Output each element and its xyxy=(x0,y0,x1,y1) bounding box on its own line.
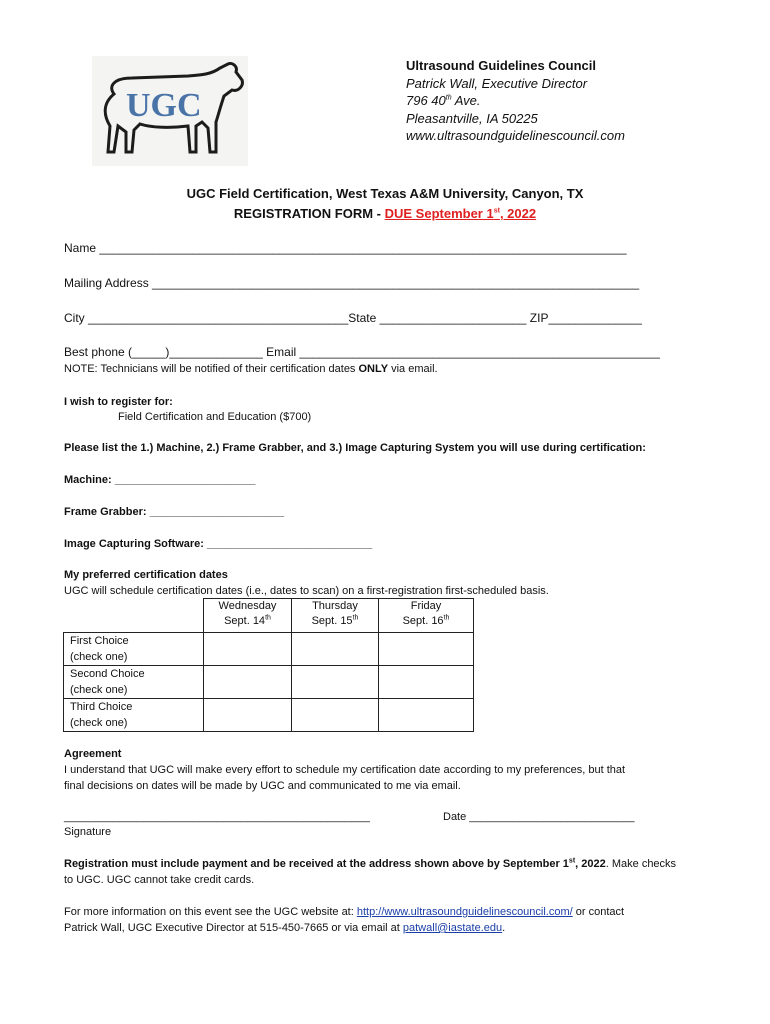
city-line: Pleasantville, IA 50225 xyxy=(406,110,538,126)
org-name: Ultrasound Guidelines Council xyxy=(406,58,596,73)
machine-field[interactable]: Machine: _______________________ xyxy=(64,474,256,486)
form-title: UGC Field Certification, West Texas A&M University, Canyon, TX xyxy=(186,186,584,201)
email-note: NOTE: Technicians will be notified of their certification dates ONLY via email. xyxy=(64,363,438,375)
director: Patrick Wall, Executive Director xyxy=(406,75,588,91)
equipment-prompt: Please list the 1.) Machine, 2.) Frame Grabber, and 3.) Image Capturing System you will use during certification: xyxy=(64,442,646,454)
logo-text: UGC xyxy=(126,87,202,124)
name-field[interactable]: Name _______________________________________________________________________________ xyxy=(64,241,627,255)
email-link[interactable]: patwall@iastate.edu xyxy=(402,922,503,934)
website-link[interactable]: http://www.ultrasoundguidelinescouncil.com/ xyxy=(356,906,573,918)
row-label: Second Choice (check one) xyxy=(64,666,204,699)
software-field[interactable]: Image Capturing Software: ___________________________ xyxy=(64,538,373,550)
mailing-address-field[interactable]: Mailing Address _________________________________________________________________________ xyxy=(64,276,640,290)
ugc-cow-logo xyxy=(92,56,248,166)
info-line2: Patrick Wall, UGC Executive Director at 515-450-7665 or via email at patwall@iastate.edu. xyxy=(64,922,506,934)
choice-checkbox-cell[interactable] xyxy=(379,666,474,699)
street-address: 796 40th Ave. xyxy=(406,93,481,108)
city-state-zip-field[interactable]: City _______________________________________State ______________________ ZIP______________ xyxy=(64,311,642,325)
table-row xyxy=(64,666,474,699)
column-header: Friday Sept. 16th xyxy=(379,599,474,633)
payment-notice-line1: Registration must include payment and be received at the address shown above by September 1st, 2022. Make checks xyxy=(64,857,677,870)
register-heading: I wish to register for: xyxy=(64,396,173,408)
column-header: Wednesday Sept. 14th xyxy=(204,599,292,633)
choice-checkbox-cell[interactable] xyxy=(204,633,292,666)
dates-description: UGC will schedule certification dates (i.e., dates to scan) on a first-registration first-scheduled basis. xyxy=(64,585,549,597)
choice-checkbox-cell[interactable] xyxy=(204,699,292,732)
agreement-text-line1: I understand that UGC will make every effort to schedule my certification date according to my preferences, but that xyxy=(64,764,626,776)
date-line[interactable]: Date ___________________________ xyxy=(443,811,635,823)
choice-checkbox-cell[interactable] xyxy=(292,699,379,732)
website: www.ultrasoundguidelinescouncil.com xyxy=(406,128,625,143)
agreement-heading: Agreement xyxy=(64,748,122,760)
agreement-text-line2: final decisions on dates will be made by UGC and communicated to me via email. xyxy=(64,780,461,792)
column-header: Thursday Sept. 15th xyxy=(292,599,379,633)
table-corner xyxy=(64,599,204,633)
choice-checkbox-cell[interactable] xyxy=(379,633,474,666)
frame-grabber-field[interactable]: Frame Grabber: ______________________ xyxy=(64,506,285,518)
row-label: First Choice (check one) xyxy=(64,633,204,666)
signature-line[interactable]: __________________________________________________ xyxy=(64,811,370,823)
table-header-row xyxy=(64,599,474,633)
phone-email-field[interactable]: Best phone (_____)______________ Email ______________________________________________________ xyxy=(64,345,660,359)
choice-checkbox-cell[interactable] xyxy=(379,699,474,732)
info-line1: For more information on this event see the UGC website at: http://www.ultrasoundguidelinescouncil.com/ or contact xyxy=(64,906,625,918)
form-subtitle: REGISTRATION FORM - DUE September 1st, 2022 xyxy=(233,206,537,221)
dates-heading: My preferred certification dates xyxy=(64,569,228,581)
date-preference-table xyxy=(63,598,474,732)
payment-notice-line2: to UGC. UGC cannot take credit cards. xyxy=(64,874,255,886)
table-row xyxy=(64,699,474,732)
table-row xyxy=(64,633,474,666)
row-label: Third Choice (check one) xyxy=(64,699,204,732)
choice-checkbox-cell[interactable] xyxy=(292,633,379,666)
register-option[interactable]: Field Certification and Education ($700) xyxy=(118,411,312,423)
signature-label: Signature xyxy=(64,826,112,838)
org-contact-block xyxy=(406,57,625,145)
choice-checkbox-cell[interactable] xyxy=(204,666,292,699)
choice-checkbox-cell[interactable] xyxy=(292,666,379,699)
